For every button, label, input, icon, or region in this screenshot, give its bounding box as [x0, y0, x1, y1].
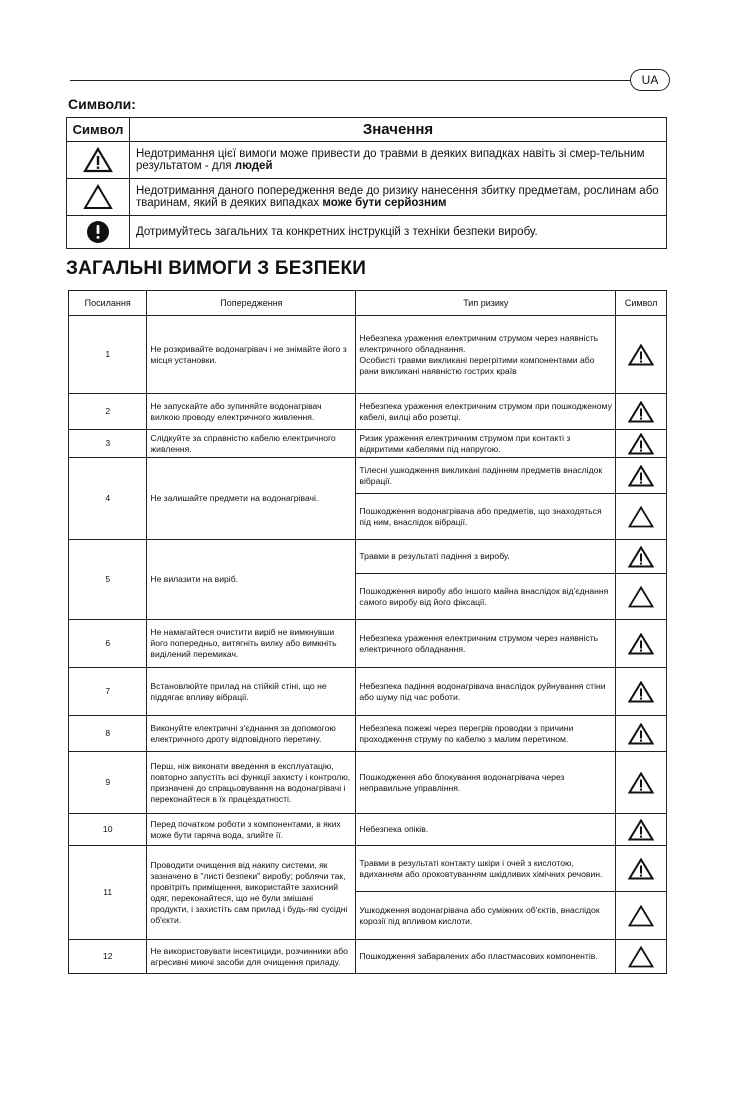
symbol-cell: [616, 620, 667, 668]
warning-text: Перед початком роботи з компонентами, в яких може бути гаряча вода, злийте її.: [147, 814, 356, 846]
col-risk: Тип ризику: [356, 291, 616, 316]
risk-text: Небезпека падіння водонагрівача внаслідок руйнування стіни або шуму під час роботи.: [356, 668, 616, 716]
table-row: [69, 716, 667, 752]
col-warning: Попередження: [147, 291, 356, 316]
symbol-cell: [616, 752, 667, 814]
table-row: [69, 620, 667, 668]
symbol-cell: [67, 142, 130, 179]
risk-text: Ушкодження водонагрівача або суміжних об'єктів, внаслідок корозії під впливом кислоти.: [356, 892, 616, 940]
symbol-cell: [616, 716, 667, 752]
risk-text: Небезпека пожежі через перегрів проводки з причини проходження струму по кабелю з малим перетином.: [356, 716, 616, 752]
warning-empty-icon: [628, 591, 654, 601]
warning-exclamation-icon: [628, 686, 654, 696]
symbol-cell: [616, 540, 667, 574]
symbols-col-meaning: Значення: [130, 118, 667, 142]
table-row: [69, 940, 667, 974]
symbol-meaning: Дотримуйтесь загальних та конкретних інструкцій з техніки безпеки виробу.: [130, 216, 667, 249]
warning-text: Виконуйте електричні з'єднання за допомогою електричного дроту відповідного перетину.: [147, 716, 356, 752]
col-symbol: Символ: [616, 291, 667, 316]
mandatory-circle-icon: [86, 220, 110, 244]
warning-text: Проводити очищення від накипу системи, як зазначено в "листі безпеки" виробу; роблячи так, провітріть приміщення, використайте захисний одяг, переконайтеся, що не були змішані продукти, і захистіть сам прилад і будь-які сусідні об'єкти.: [147, 846, 356, 940]
risk-text: Травми в результаті падіння з виробу.: [356, 540, 616, 574]
symbol-cell: [616, 430, 667, 458]
ref-number: 11: [69, 846, 147, 940]
table-row: [69, 430, 667, 458]
warning-exclamation-icon: [628, 438, 654, 448]
symbols-title: Символи:: [68, 96, 136, 112]
symbols-table: [66, 117, 667, 249]
warning-exclamation-icon: [628, 349, 654, 359]
risk-text: Тілесні ушкодження викликані падінням предметів внаслідок вібрації.: [356, 458, 616, 494]
warning-exclamation-icon: [628, 863, 654, 873]
risk-text: Пошкодження забарвлених або пластмасових компонентів.: [356, 940, 616, 974]
warning-text: Не вилазити на виріб.: [147, 540, 356, 620]
warning-text: Не розкривайте водонагрівач і не знімайте його з місця установки.: [147, 316, 356, 394]
risk-text: Ризик ураження електричним струмом при контакті з відкритими кабелями під напругою.: [356, 430, 616, 458]
ref-number: 7: [69, 668, 147, 716]
ref-number: 12: [69, 940, 147, 974]
warning-text: Слідкуйте за справністю кабелю електричного живлення.: [147, 430, 356, 458]
ref-number: 6: [69, 620, 147, 668]
table-row: [69, 394, 667, 430]
ref-number: 4: [69, 458, 147, 540]
symbol-cell: [616, 494, 667, 540]
table-row: [69, 316, 667, 394]
risk-text: Небезпека ураження електричним струмом при пошкодженому кабелі, вилці або розетці.: [356, 394, 616, 430]
warning-exclamation-icon: [628, 824, 654, 834]
ref-number: 5: [69, 540, 147, 620]
risk-text: Небезпека опіків.: [356, 814, 616, 846]
ref-number: 10: [69, 814, 147, 846]
symbol-cell: [616, 940, 667, 974]
warning-text: Встановлюйте прилад на стійкій стіні, що не піддягає впливу вібрації.: [147, 668, 356, 716]
symbol-meaning: Недотримання даного попередження веде до ризику нанесення збитку предметам, рослинам або тваринам, який в деяких випадках може бути серйозним: [130, 179, 667, 216]
table-row: [69, 668, 667, 716]
table-row: [69, 814, 667, 846]
warning-exclamation-icon: [628, 777, 654, 787]
risk-text: Травми в результаті контакту шкіри і очей з кислотою, вдиханням або проковтуванням шкідливих хімічних речовин.: [356, 846, 616, 892]
warning-exclamation-icon: [628, 638, 654, 648]
symbol-cell: [67, 179, 130, 216]
warning-exclamation-icon: [628, 470, 654, 480]
language-badge: UA: [630, 69, 670, 91]
table-row: [69, 846, 667, 892]
warning-empty-icon: [628, 910, 654, 920]
symbol-cell: [616, 846, 667, 892]
warning-exclamation-icon: [628, 406, 654, 416]
table-row: [69, 458, 667, 494]
symbol-cell: [616, 458, 667, 494]
warning-text: Не використовувати інсектициди, розчинники або агресивні миючі засоби для очищення приладу.: [147, 940, 356, 974]
table-row: [69, 540, 667, 574]
warning-text: Перш, ніж виконати введення в експлуатацію, повторно запустіть всі функції захисту і контролю, призначені до спрацьовування на водонагрівачі і переконайтеся в їх працездатності.: [147, 752, 356, 814]
symbol-cell: [616, 892, 667, 940]
warning-exclamation-icon: [628, 728, 654, 738]
ref-number: 8: [69, 716, 147, 752]
symbol-cell: [67, 216, 130, 249]
warning-exclamation-icon: [628, 551, 654, 561]
col-ref: Посилання: [69, 291, 147, 316]
risk-text: Пошкодження або блокування водонагрівача через неправильне управління.: [356, 752, 616, 814]
header-rule: [70, 80, 630, 81]
ref-number: 2: [69, 394, 147, 430]
symbol-cell: [616, 574, 667, 620]
risk-text: Небезпека ураження електричним струмом через наявність електричного обладнання.: [356, 620, 616, 668]
symbols-col-symbol: Символ: [67, 118, 130, 142]
risk-text: Пошкодження виробу або іншого майна внаслідок від'єднання самого виробу від його фіксації.: [356, 574, 616, 620]
warning-text: Не запускайте або зупиняйте водонагрівач вилкою проводу електричного живлення.: [147, 394, 356, 430]
requirements-table: [68, 290, 667, 974]
symbol-cell: [616, 668, 667, 716]
table-row: [69, 752, 667, 814]
warning-empty-icon: [628, 951, 654, 961]
ref-number: 9: [69, 752, 147, 814]
warning-empty-icon: [83, 184, 113, 210]
symbol-cell: [616, 394, 667, 430]
symbol-meaning: Недотримання цієї вимоги може привести до травми в деяких випадках навіть зі смер-тельним результатом - для людей: [130, 142, 667, 179]
warning-exclamation-icon: [83, 147, 113, 173]
risk-text: Пошкодження водонагрівача або предметів, що знаходяться під ним, внаслідок вібрації.: [356, 494, 616, 540]
warning-text: Не намагайтеся очистити виріб не вимкнувши його попередньо, витягніть вилку або вимкніть виділений перемикач.: [147, 620, 356, 668]
warning-text: Не залишайте предмети на водонагрівачі.: [147, 458, 356, 540]
symbol-cell: [616, 814, 667, 846]
warning-empty-icon: [628, 511, 654, 521]
page-title: ЗАГАЛЬНІ ВИМОГИ З БЕЗПЕКИ: [66, 258, 367, 279]
ref-number: 3: [69, 430, 147, 458]
risk-text: Небезпека ураження електричним струмом через наявність електричного обладнання. Особисті травми викликані перегрітими компонентами або рани викликані наявністю гострих країв: [356, 316, 616, 394]
symbol-cell: [616, 316, 667, 394]
ref-number: 1: [69, 316, 147, 394]
